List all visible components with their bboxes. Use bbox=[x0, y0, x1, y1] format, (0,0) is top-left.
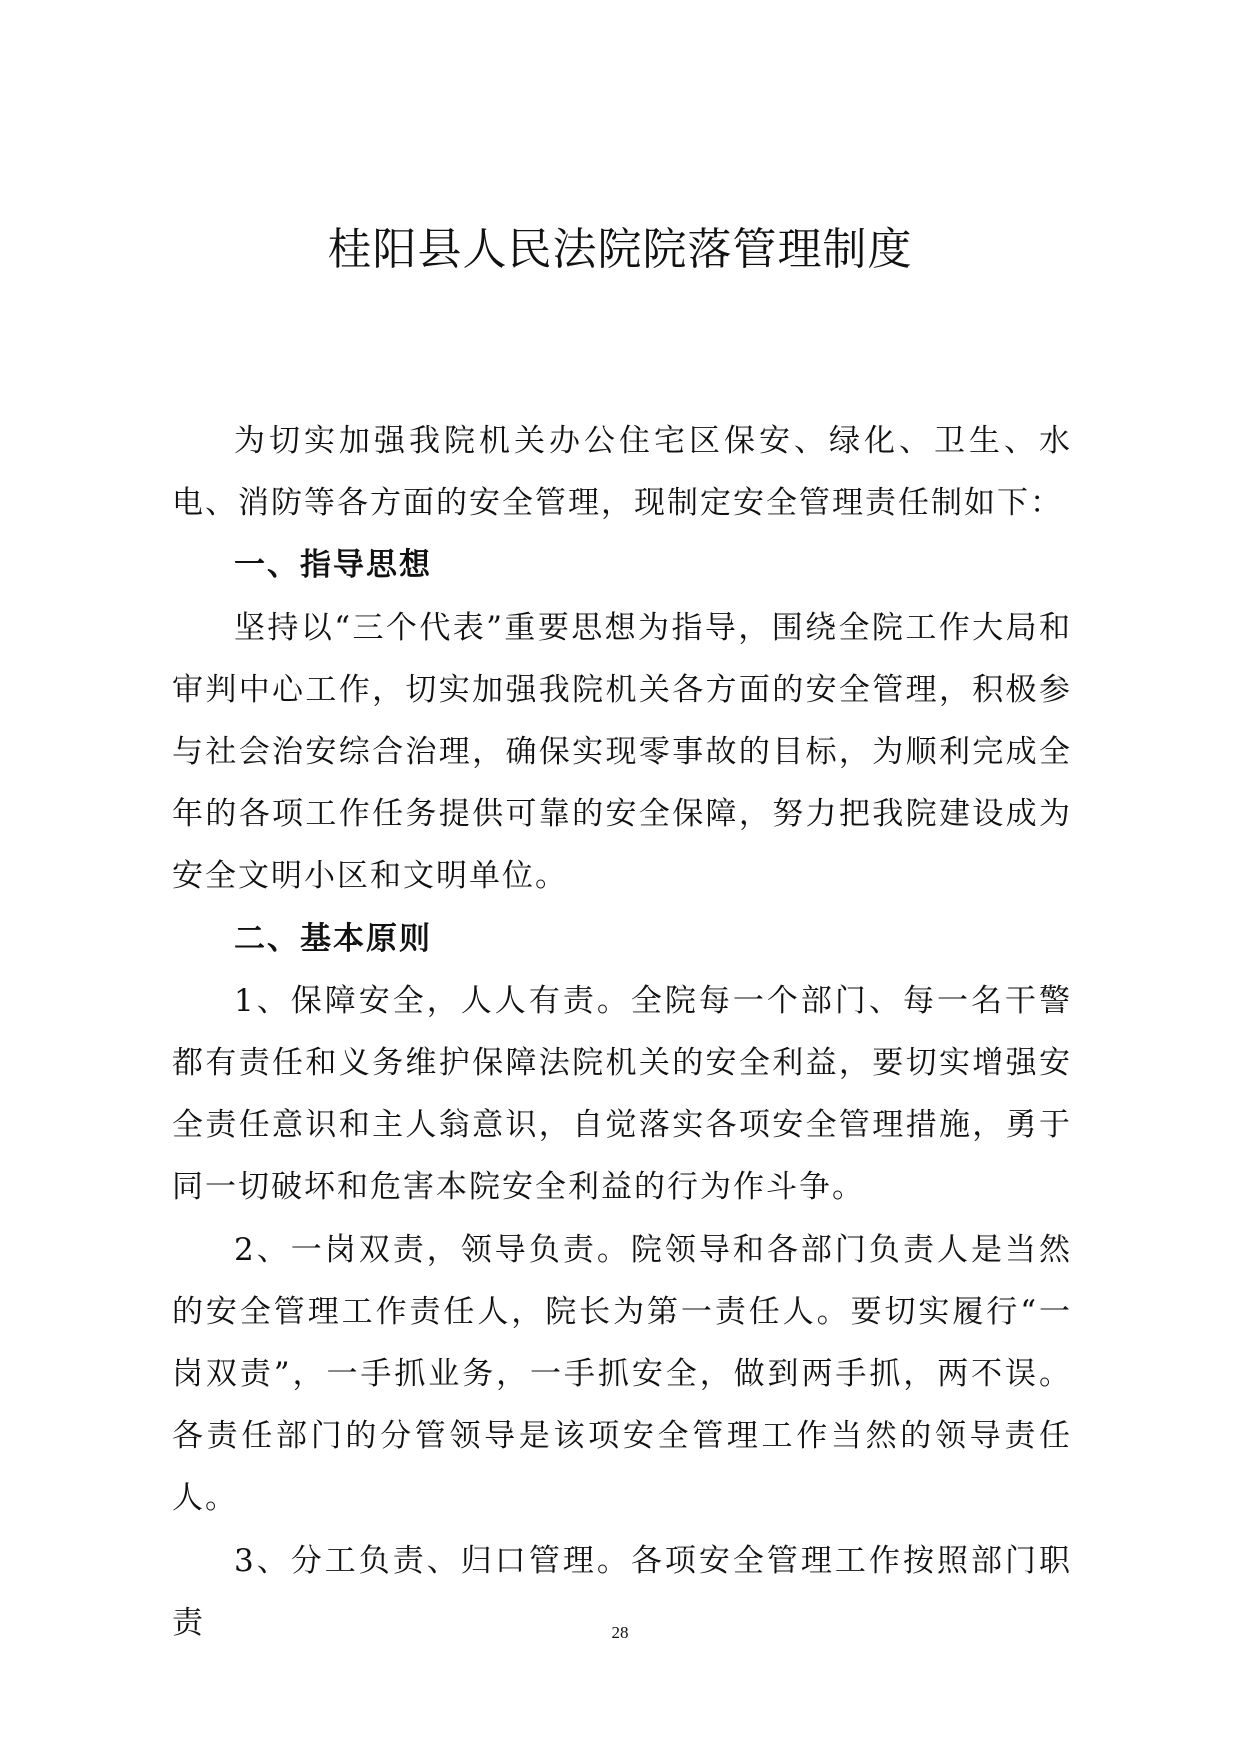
intro-paragraph: 为切实加强我院机关办公住宅区保安、绿化、卫生、水电、消防等各方面的安全管理，现制定安全管理责任制如下： bbox=[172, 423, 1072, 522]
document-body bbox=[172, 410, 1072, 1654]
document-title: 桂阳县人民法院院落管理制度 bbox=[327, 224, 913, 275]
section-heading-guiding-ideology: 一、指导思想 bbox=[234, 547, 432, 584]
principle-paragraph-2: 2、一岗双责，领导负责。院领导和各部门负责人是当然的安全管理工作责任人，院长为第一责任人。要切实履行“一岗双责”，一手抓业务，一手抓安全，做到两手抓，两不误。各责任部门的分管领导是该项安全管理工作当然的领导责任人。 bbox=[172, 1231, 1072, 1517]
guiding-ideology-paragraph: 坚持以“三个代表”重要思想为指导，围绕全院工作大局和审判中心工作，切实加强我院机关各方面的安全管理，积极参与社会治安综合治理，确保实现零事故的目标，为顺利完成全年的各项工作任务提供可靠的安全保障，努力把我院建设成为安全文明小区和文明单位。 bbox=[172, 609, 1072, 895]
principle-paragraph-1: 1、保障安全，人人有责。全院每一个部门、每一名干警都有责任和义务维护保障法院机关的安全利益，要切实增强安全责任意识和主人翁意识，自觉落实各项安全管理措施，勇于同一切破坏和危害本院安全利益的行为作斗争。 bbox=[172, 982, 1072, 1206]
page-number: 28 bbox=[611, 1623, 629, 1642]
principle-paragraph-3: 3、分工负责、归口管理。各项安全管理工作按照部门职责 bbox=[172, 1542, 1072, 1641]
section-heading-basic-principles: 二、基本原则 bbox=[234, 920, 432, 957]
